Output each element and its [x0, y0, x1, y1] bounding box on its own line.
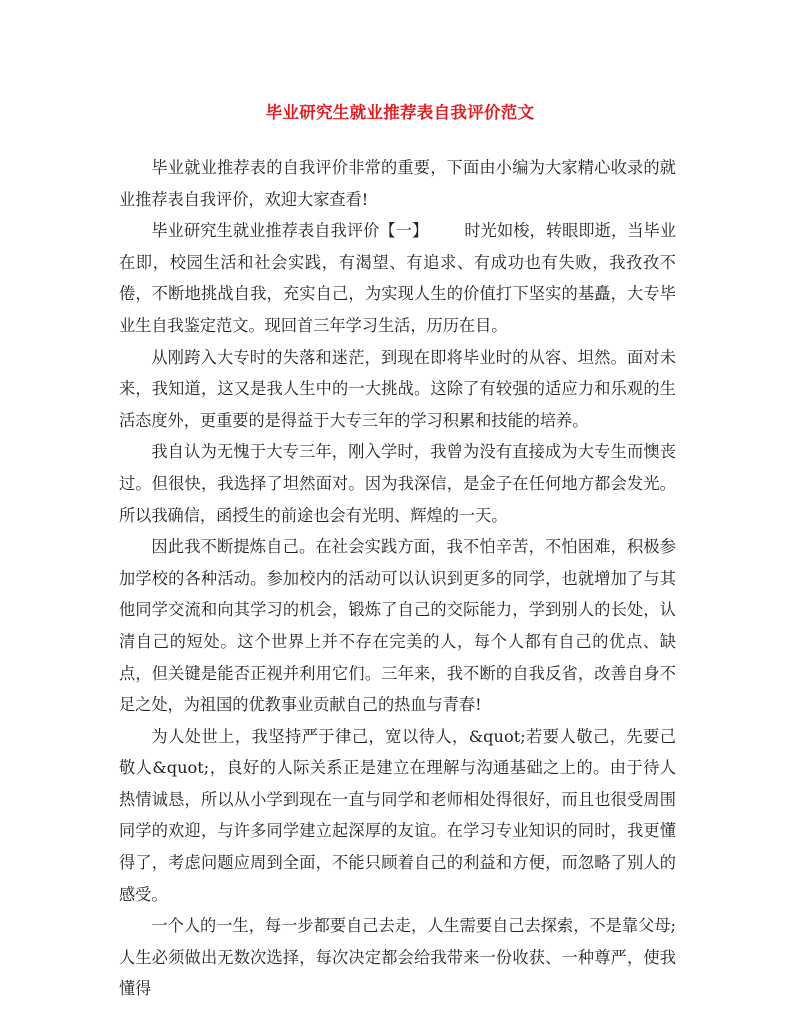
document-title: 毕业研究生就业推荐表自我评价范文 — [265, 103, 535, 122]
paragraph-life: 一个人的一生，每一步都要自己去走，人生需要自己去探索，不是靠父母;人生必须做出无数次选择，每次决定都会给我带来一份收获、一种尊严，使我懂得 — [119, 916, 676, 999]
section-text: 时光如梭，转眼即逝，当毕业在即，校园生活和社会实践，有渴望、有追求、有成功也有失败，我孜孜不倦，不断地挑战自我，充实自己，为实现人生的价值打下坚实的基矗，大专毕业生自我鉴定范文。现回首三年学习生活，历历在目。 — [119, 221, 677, 335]
paragraph-relations: 为人处世上，我坚持严于律己，宽以待人，&quot;若要人敬己，先要己敬人&quot;，良好的人际关系正是建立在理解与沟通基础之上的。由于待人热情诚恳，所以从小学到现在一直与同学和老师相处得很好，而且也很受周围同学的欢迎，与许多同学建立起深厚的友谊。在学习专业知识的同时，我更懂得了，考虑问题应周到全面，不能只顾着自己的利益和方便，而忽略了别人的感受。 — [119, 726, 676, 904]
paragraph-future: 从刚跨入大专时的失落和迷茫，到现在即将毕业时的从容、坦然。面对未来，我知道，这又是我人生中的一大挑战。这除了有较强的适应力和乐观的生活态度外，更重要的是得益于大专三年的学习积累和技能的培养。 — [119, 347, 676, 430]
section-heading: 毕业研究生就业推荐表自我评价【一】 — [151, 221, 429, 241]
document-body — [119, 152, 676, 1005]
paragraph-intro: 毕业就业推荐表的自我评价非常的重要，下面由小编为大家精心收录的就业推荐表自我评价，欢迎大家查看! — [119, 158, 676, 209]
paragraph-practice: 因此我不断提炼自己。在社会实践方面，我不怕辛苦，不怕困难，积极参加学校的各种活动。参加校内的活动可以认识到更多的同学，也就增加了与其他同学交流和向其学习的机会，锻炼了自己的交际能力，学到别人的长处，认清自己的短处。这个世界上并不存在完美的人，每个人都有自己的优点、缺点，但关键是能否正视并利用它们。三年来，我不断的自我反省，改善自身不足之处，为祖国的优教事业贡献自己的热血与青春! — [119, 537, 676, 715]
paragraph-section-one — [119, 215, 676, 341]
paragraph-confidence: 我自认为无愧于大专三年，刚入学时，我曾为没有直接成为大专生而懊丧过。但很快，我选择了坦然面对。因为我深信，是金子在任何地方都会发光。所以我确信，函授生的前途也会有光明、辉煌的一天。 — [119, 442, 676, 525]
